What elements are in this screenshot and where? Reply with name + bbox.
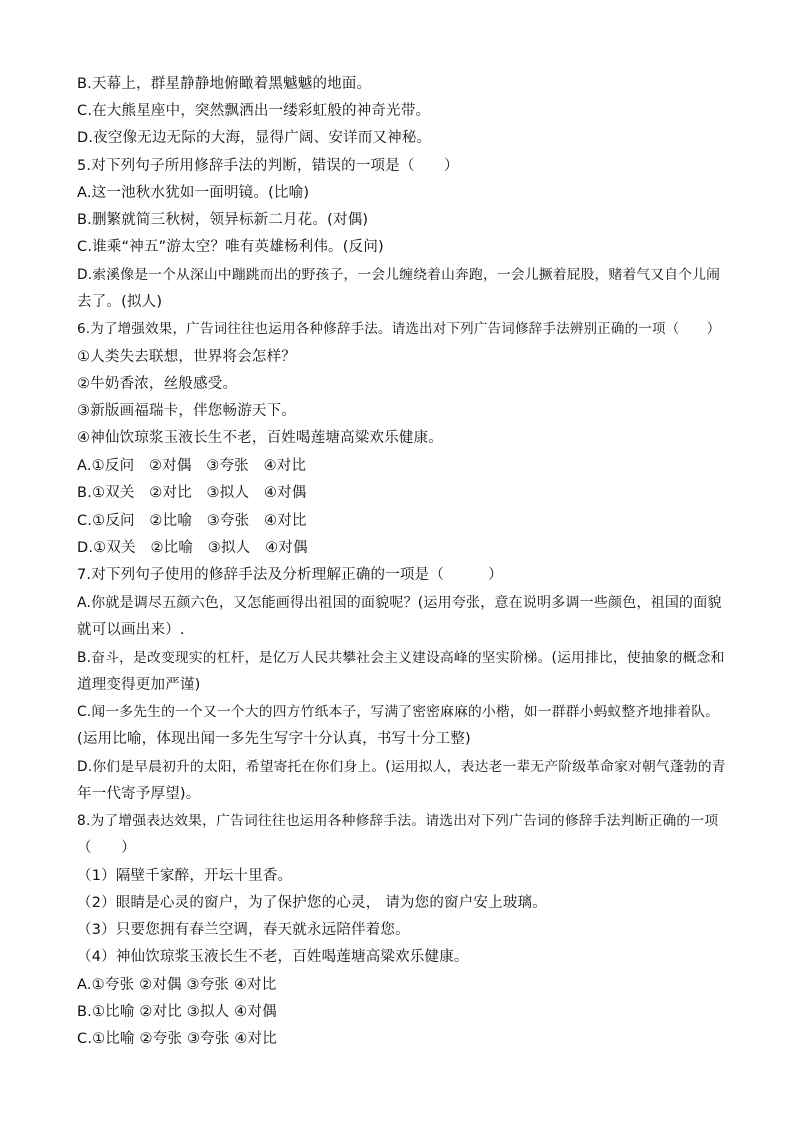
option-line: D.索溪像是一个从深山中蹦跳而出的野孩子，一会儿缠绕着山奔跑，一会儿撅着屁股，赌着气又自个儿闹 [77,267,721,283]
ad-slogan-line: （4）神仙饮琼浆玉液长生不老，百姓喝莲塘高粱欢乐健康。 [77,949,469,965]
question-stem: 7.对下列句子使用的修辞手法及分析理解正确的一项是（ ） [77,567,503,583]
option-line: B.①双关 ②对比 ③拟人 ④对偶 [77,485,307,501]
option-line: C.谁乘“神五”游太空？唯有英雄杨利伟。(反问) [77,239,384,255]
option-line: C.①比喻 ②夸张 ③夸张 ④对比 [77,1031,277,1047]
option-line: C.在大熊星座中，突然飘洒出一缕彩虹般的神奇光带。 [77,103,431,119]
option-line: B.删繁就简三秋树，领异标新二月花。(对偶) [77,212,369,228]
option-line: B.①比喻 ②对比 ③拟人 ④对偶 [77,1004,277,1020]
ad-slogan-line: （1）隔壁千家醉，开坛十里香。 [77,868,293,884]
option-line: D.夜空像无边无际的大海，显得广阔、安详而又神秘。 [77,130,432,146]
option-line: B.天幕上，群星静静地俯瞰着黑魆魆的地面。 [77,76,372,92]
option-line: C.闻一多先生的一个又一个大的四方竹纸本子，写满了密密麻麻的小楷，如一群群小蚂蚁整齐地排着队。 [77,704,720,720]
option-line: A.①反问 ②对偶 ③夸张 ④对比 [77,458,307,474]
question-stem: 8.为了增强表达效果，广告词往往也运用各种修辞手法。请选出对下列广告词的修辞手法判断正确的一项 [77,813,719,829]
question-stem-continued: （ ） [77,840,136,856]
option-line: B.奋斗，是改变现实的杠杆，是亿万人民共攀社会主义建设高峰的坚实阶梯。(运用排比，使抽象的概念和 [77,650,725,666]
ad-slogan-line: ②牛奶香浓，丝般感受。 [77,376,238,392]
ad-slogan-line: （2）眼睛是心灵的窗户，为了保护您的心灵， 请为您的窗户安上玻璃。 [77,895,547,911]
option-line: D.你们是早晨初升的太阳，希望寄托在你们身上。(运用拟人，表达老一辈无产阶级革命家对朝气蓬勃的青 [77,759,726,775]
ad-slogan-line: ④神仙饮琼浆玉液长生不老，百姓喝莲塘高粱欢乐健康。 [77,430,443,446]
option-line: A.你就是调尽五颜六色，又怎能画得出祖国的面貌呢？(运用夸张，意在说明多调一些颜色，祖国的面貌 [77,595,722,611]
option-line-continued: 年一代寄予厚望)。 [77,786,201,802]
option-line: A.①夸张 ②对偶 ③夸张 ④对比 [77,977,277,993]
question-stem: 5.对下列句子所用修辞手法的判断，错误的一项是（ ） [77,158,459,174]
option-line-continued: 就可以画出来）. [77,622,185,638]
option-line-continued: (运用比喻，体现出闻一多先生写字十分认真，书写十分工整) [77,731,471,747]
question-stem: 6.为了增强效果，广告词往往也运用各种修辞手法。请选出对下列广告词修辞手法辨别正确的一项（ ） [77,321,721,337]
option-line: A.这一池秋水犹如一面明镜。(比喻) [77,185,310,201]
ad-slogan-line: ①人类失去联想，世界将会怎样？ [77,349,296,365]
ad-slogan-line: ③新版画福瑞卡，伴您畅游天下。 [77,403,296,419]
option-line-continued: 去了。(拟人) [77,294,163,310]
option-line: D.①双关 ②比喻 ③拟人 ④对偶 [77,540,308,556]
ad-slogan-line: （3）只要您拥有春兰空调，春天就永远陪伴着您。 [77,922,410,938]
option-line-continued: 道理变得更加严谨) [77,677,201,693]
option-line: C.①反问 ②比喻 ③夸张 ④对比 [77,513,307,529]
